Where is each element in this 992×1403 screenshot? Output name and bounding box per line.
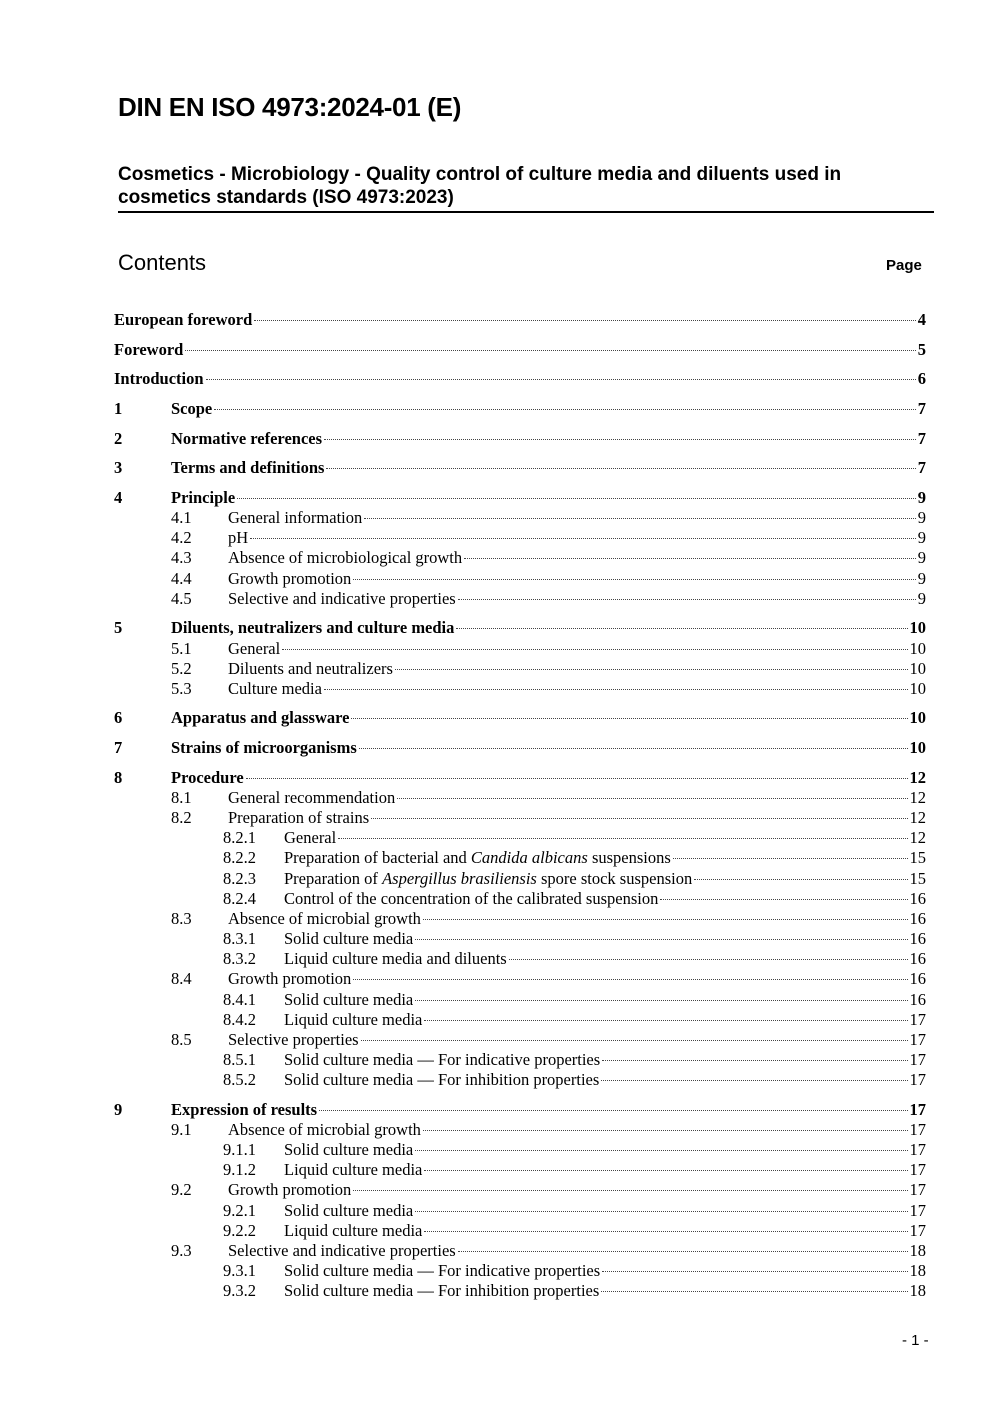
toc-entry[interactable]	[0, 1160, 992, 1180]
toc-entry-label: General recommendation	[228, 788, 396, 807]
toc-entry-label: Preparation of strains	[228, 808, 370, 827]
toc-leader-dots	[250, 538, 916, 539]
toc-leader-dots	[254, 320, 915, 321]
toc-entry[interactable]	[0, 1010, 992, 1030]
toc-leader-dots	[364, 518, 916, 519]
toc-entry-number: 5.1	[171, 639, 192, 658]
toc-entry[interactable]	[0, 679, 992, 699]
toc-entry-number: 1	[114, 399, 123, 418]
toc-entry-page: 12	[909, 788, 926, 807]
toc-entry-page: 16	[909, 929, 926, 948]
toc-entry[interactable]	[0, 1100, 992, 1120]
toc-entry-page: 4	[917, 310, 926, 329]
toc-entry-number: 8.1	[171, 788, 192, 807]
toc-leader-dots	[601, 1291, 907, 1292]
toc-entry-number: 9.3	[171, 1241, 192, 1260]
toc-leader-dots	[395, 669, 908, 670]
toc-entry-number: 9.3.1	[223, 1261, 256, 1280]
toc-entry-page: 10	[909, 708, 926, 727]
toc-leader-dots	[424, 1170, 907, 1171]
toc-entry-page: 7	[917, 429, 926, 448]
toc-label-part: Preparation of bacterial and	[284, 848, 471, 867]
toc-entry-page: 10	[909, 618, 926, 637]
toc-label-italic: Candida albicans	[470, 848, 588, 867]
toc-entry-page: 6	[917, 369, 926, 388]
toc-leader-dots	[246, 778, 908, 779]
toc-entry[interactable]	[0, 1241, 992, 1261]
toc-entry[interactable]	[0, 949, 992, 969]
toc-leader-dots	[415, 1150, 907, 1151]
toc-entry-number: 4.1	[171, 508, 192, 527]
toc-entry[interactable]	[0, 1070, 992, 1090]
toc-entry[interactable]	[0, 508, 992, 528]
toc-entry[interactable]	[0, 340, 992, 360]
toc-entry-page: 17	[909, 1010, 926, 1029]
toc-entry-page: 18	[909, 1281, 926, 1300]
toc-entry-label: General	[284, 828, 337, 847]
toc-leader-dots	[353, 579, 915, 580]
toc-entry[interactable]	[0, 708, 992, 728]
toc-entry-label: Absence of microbiological growth	[228, 548, 463, 567]
toc-leader-dots	[361, 1040, 908, 1041]
toc-entry-number: 4.2	[171, 528, 192, 547]
subtitle-line-2: cosmetics standards (ISO 4973:2023)	[118, 187, 454, 208]
toc-entry-label: Apparatus and glassware	[171, 708, 350, 727]
toc-leader-dots	[509, 959, 908, 960]
toc-leader-dots	[601, 1080, 907, 1081]
toc-entry-number: 8	[114, 768, 123, 787]
toc-entry-label: Principle	[171, 488, 236, 507]
toc-entry-number: 9.1	[171, 1120, 192, 1139]
toc-entry-number: 8.5.2	[223, 1070, 256, 1089]
page-column-heading: Page	[886, 257, 922, 274]
toc-entry[interactable]	[0, 429, 992, 449]
toc-entry[interactable]	[0, 639, 992, 659]
toc-leader-dots	[423, 1130, 908, 1131]
document-subtitle	[118, 163, 934, 213]
toc-entry-number: 8.2.2	[223, 848, 256, 867]
toc-entry[interactable]	[0, 768, 992, 788]
toc-entry-number: 9.2	[171, 1180, 192, 1199]
toc-entry-page: 12	[909, 768, 926, 787]
toc-entry[interactable]	[0, 808, 992, 828]
toc-entry[interactable]	[0, 528, 992, 548]
toc-entry-page: 9	[917, 508, 926, 527]
toc-entry-number: 4	[114, 488, 123, 507]
toc-entry-label: Selective properties	[228, 1030, 359, 1049]
toc-entry-label: Solid culture media	[284, 1201, 414, 1220]
toc-entry[interactable]	[0, 1180, 992, 1200]
toc-entry-number: 4.3	[171, 548, 192, 567]
toc-entry-label: European foreword	[114, 310, 253, 329]
toc-entry-number: 8.4.2	[223, 1010, 256, 1029]
toc-leader-dots	[214, 409, 916, 410]
toc-entry-number: 9	[114, 1100, 123, 1119]
toc-entry-label: General information	[228, 508, 363, 527]
toc-entry[interactable]	[0, 1221, 992, 1241]
page-number-footer: - 1 -	[902, 1332, 929, 1349]
toc-entry[interactable]	[0, 1030, 992, 1050]
toc-entry[interactable]	[0, 990, 992, 1010]
toc-entry-page: 16	[909, 969, 926, 988]
toc-leader-dots	[185, 350, 915, 351]
toc-entry-label: Terms and definitions	[171, 458, 325, 477]
toc-entry[interactable]	[0, 569, 992, 589]
toc-entry[interactable]	[0, 788, 992, 808]
toc-leader-dots	[424, 1020, 907, 1021]
toc-entry[interactable]	[0, 969, 992, 989]
toc-leader-dots	[660, 899, 907, 900]
toc-entry-number: 3	[114, 458, 123, 477]
toc-leader-dots	[397, 798, 907, 799]
toc-entry-number: 8.2	[171, 808, 192, 827]
toc-entry-number: 8.4.1	[223, 990, 256, 1009]
toc-entry[interactable]	[0, 929, 992, 949]
toc-entry-label: pH	[228, 528, 249, 547]
toc-entry-label: General	[228, 639, 281, 658]
toc-entry-number: 2	[114, 429, 123, 448]
toc-entry-page: 16	[909, 949, 926, 968]
toc-entry-page: 10	[909, 679, 926, 698]
toc-leader-dots	[282, 649, 907, 650]
toc-entry-label: Selective and indicative properties	[228, 1241, 456, 1260]
toc-entry-page: 15	[909, 869, 926, 888]
toc-entry-page: 12	[909, 808, 926, 827]
toc-entry-page: 9	[917, 488, 926, 507]
toc-entry-page: 16	[909, 990, 926, 1009]
toc-leader-dots	[602, 1271, 907, 1272]
toc-entry-page: 17	[909, 1180, 926, 1199]
toc-entry-label: Procedure	[171, 768, 244, 787]
toc-leader-dots	[458, 1251, 908, 1252]
toc-entry-number: 9.2.1	[223, 1201, 256, 1220]
toc-entry[interactable]	[0, 488, 992, 508]
toc-entry-page: 16	[909, 889, 926, 908]
toc-entry-number: 8.5.1	[223, 1050, 256, 1069]
toc-entry[interactable]	[0, 1120, 992, 1140]
toc-entry[interactable]	[0, 310, 992, 330]
toc-entry-page: 10	[909, 738, 926, 757]
toc-entry[interactable]	[0, 548, 992, 568]
toc-entry-label: Liquid culture media	[284, 1160, 423, 1179]
toc-entry-page: 17	[909, 1160, 926, 1179]
toc-entry-number: 4.5	[171, 589, 192, 608]
toc-entry-page: 7	[917, 458, 926, 477]
toc-label-italic: Aspergillus brasiliensis	[382, 869, 537, 888]
toc-entry-number: 8.3.1	[223, 929, 256, 948]
toc-leader-dots	[424, 1231, 907, 1232]
toc-entry[interactable]	[0, 909, 992, 929]
toc-entry-label: Strains of microorganisms	[171, 738, 357, 757]
toc-entry-page: 15	[909, 848, 926, 867]
toc-entry-number: 9.1.1	[223, 1140, 256, 1159]
toc-entry-label: Absence of microbial growth	[228, 1120, 421, 1139]
toc-leader-dots	[324, 689, 908, 690]
toc-entry-number: 8.4	[171, 969, 192, 988]
toc-entry-page: 17	[909, 1030, 926, 1049]
toc-entry-label: Solid culture media — For indicative properties	[284, 1261, 601, 1280]
toc-entry-number: 8.2.1	[223, 828, 256, 847]
toc-entry[interactable]	[0, 1140, 992, 1160]
toc-leader-dots	[602, 1060, 907, 1061]
document-title: DIN EN ISO 4973:2024-01 (E)	[118, 92, 462, 122]
toc-entry-number: 8.2.4	[223, 889, 256, 908]
toc-label-part: Preparation of	[284, 869, 383, 888]
toc-entry-number: 5	[114, 618, 123, 637]
toc-entry-label: Culture media	[228, 679, 322, 698]
toc-entry[interactable]	[0, 659, 992, 679]
toc-entry-number: 9.2.2	[223, 1221, 256, 1240]
toc-entry-number: 9.1.2	[223, 1160, 256, 1179]
toc-label-part: spore stock suspension	[536, 869, 693, 888]
toc-entry[interactable]	[0, 589, 992, 609]
toc-leader-dots	[464, 558, 916, 559]
toc-entry-page: 10	[909, 639, 926, 658]
toc-entry-label: Liquid culture media	[284, 1010, 423, 1029]
toc-leader-dots	[206, 379, 916, 380]
toc-entry-page: 17	[909, 1070, 926, 1089]
toc-entry-label: Diluents, neutralizers and culture media	[171, 618, 455, 637]
toc-entry-page: 12	[909, 828, 926, 847]
toc-leader-dots	[359, 748, 908, 749]
toc-entry-page: 16	[909, 909, 926, 928]
toc-entry-number: 4.4	[171, 569, 192, 588]
toc-entry-label	[284, 848, 671, 868]
toc-leader-dots	[324, 439, 916, 440]
toc-entry-label: Selective and indicative properties	[228, 589, 456, 608]
toc-entry-page: 5	[917, 340, 926, 359]
toc-entry-label: Introduction	[114, 369, 204, 388]
toc-entry-label: Solid culture media	[284, 1140, 414, 1159]
toc-entry[interactable]	[0, 1201, 992, 1221]
subtitle-line-1: Cosmetics - Microbiology - Quality control of culture media and diluents used in	[118, 164, 842, 185]
toc-entry[interactable]	[0, 828, 992, 848]
toc-entry-page: 17	[909, 1100, 926, 1119]
toc-leader-dots	[353, 1190, 907, 1191]
toc-entry-label: Growth promotion	[228, 1180, 352, 1199]
toc-leader-dots	[371, 818, 907, 819]
toc-entry-page: 9	[917, 528, 926, 547]
toc-entry[interactable]	[0, 369, 992, 389]
toc-entry[interactable]	[0, 869, 992, 889]
toc-leader-dots	[458, 599, 916, 600]
toc-entry-page: 17	[909, 1221, 926, 1240]
toc-entry[interactable]	[0, 458, 992, 478]
toc-entry-number: 5.2	[171, 659, 192, 678]
toc-entry-number: 9.3.2	[223, 1281, 256, 1300]
toc-entry-label: Solid culture media — For inhibition properties	[284, 1070, 600, 1089]
toc-entry-label: Scope	[171, 399, 213, 418]
toc-entry[interactable]	[0, 399, 992, 419]
toc-entry-label: Diluents and neutralizers	[228, 659, 393, 678]
toc-leader-dots	[673, 858, 908, 859]
toc-entry[interactable]	[0, 848, 992, 868]
toc-entry-label: Growth promotion	[228, 969, 352, 988]
toc-entry-page: 9	[917, 569, 926, 588]
toc-leader-dots	[423, 919, 908, 920]
toc-entry-number: 8.3	[171, 909, 192, 928]
toc-leader-dots	[237, 498, 916, 499]
toc-leader-dots	[415, 939, 907, 940]
toc-entry-page: 17	[909, 1050, 926, 1069]
toc-entry-page: 9	[917, 548, 926, 567]
toc-entry-label: Expression of results	[171, 1100, 318, 1119]
toc-entry[interactable]	[0, 1050, 992, 1070]
toc-entry-page: 9	[917, 589, 926, 608]
toc-entry-page: 17	[909, 1201, 926, 1220]
toc-leader-dots	[338, 838, 907, 839]
toc-leader-dots	[353, 979, 907, 980]
toc-entry[interactable]	[0, 738, 992, 758]
toc-leader-dots	[694, 879, 907, 880]
toc-entry-number: 8.2.3	[223, 869, 256, 888]
toc-entry-number: 8.5	[171, 1030, 192, 1049]
toc-leader-dots	[351, 718, 907, 719]
toc-entry-label: Control of the concentration of the calibrated suspension	[284, 889, 659, 908]
toc-leader-dots	[319, 1110, 907, 1111]
toc-entry-page: 10	[909, 659, 926, 678]
toc-entry-page: 17	[909, 1140, 926, 1159]
toc-leader-dots	[415, 1000, 907, 1001]
toc-entry-page: 18	[909, 1241, 926, 1260]
toc-entry-label: Liquid culture media and diluents	[284, 949, 507, 968]
toc-entry-label: Liquid culture media	[284, 1221, 423, 1240]
toc-entry-page: 7	[917, 399, 926, 418]
toc-entry-label: Solid culture media	[284, 929, 414, 948]
toc-entry-number: 8.3.2	[223, 949, 256, 968]
toc-entry-label: Foreword	[114, 340, 184, 359]
toc-entry-label: Normative references	[171, 429, 323, 448]
toc-entry-label: Absence of microbial growth	[228, 909, 421, 928]
toc-entry-label	[284, 869, 692, 889]
toc-leader-dots	[456, 628, 907, 629]
toc-entry[interactable]	[0, 618, 992, 638]
toc-leader-dots	[326, 468, 915, 469]
contents-heading: Contents	[118, 250, 207, 275]
toc-entry-page: 18	[909, 1261, 926, 1280]
toc-entry[interactable]	[0, 1261, 992, 1281]
toc-entry-page: 17	[909, 1120, 926, 1139]
toc-entry-number: 5.3	[171, 679, 192, 698]
toc-entry-number: 7	[114, 738, 123, 757]
toc-entry-number: 6	[114, 708, 123, 727]
toc-entry-label: Solid culture media	[284, 990, 414, 1009]
toc-entry[interactable]	[0, 889, 992, 909]
toc-entry-label: Growth promotion	[228, 569, 352, 588]
toc-label-part: suspensions	[587, 848, 671, 867]
toc-entry-label: Solid culture media — For inhibition properties	[284, 1281, 600, 1300]
toc-entry-label: Solid culture media — For indicative properties	[284, 1050, 601, 1069]
toc-leader-dots	[415, 1211, 907, 1212]
toc-entry[interactable]	[0, 1281, 992, 1301]
